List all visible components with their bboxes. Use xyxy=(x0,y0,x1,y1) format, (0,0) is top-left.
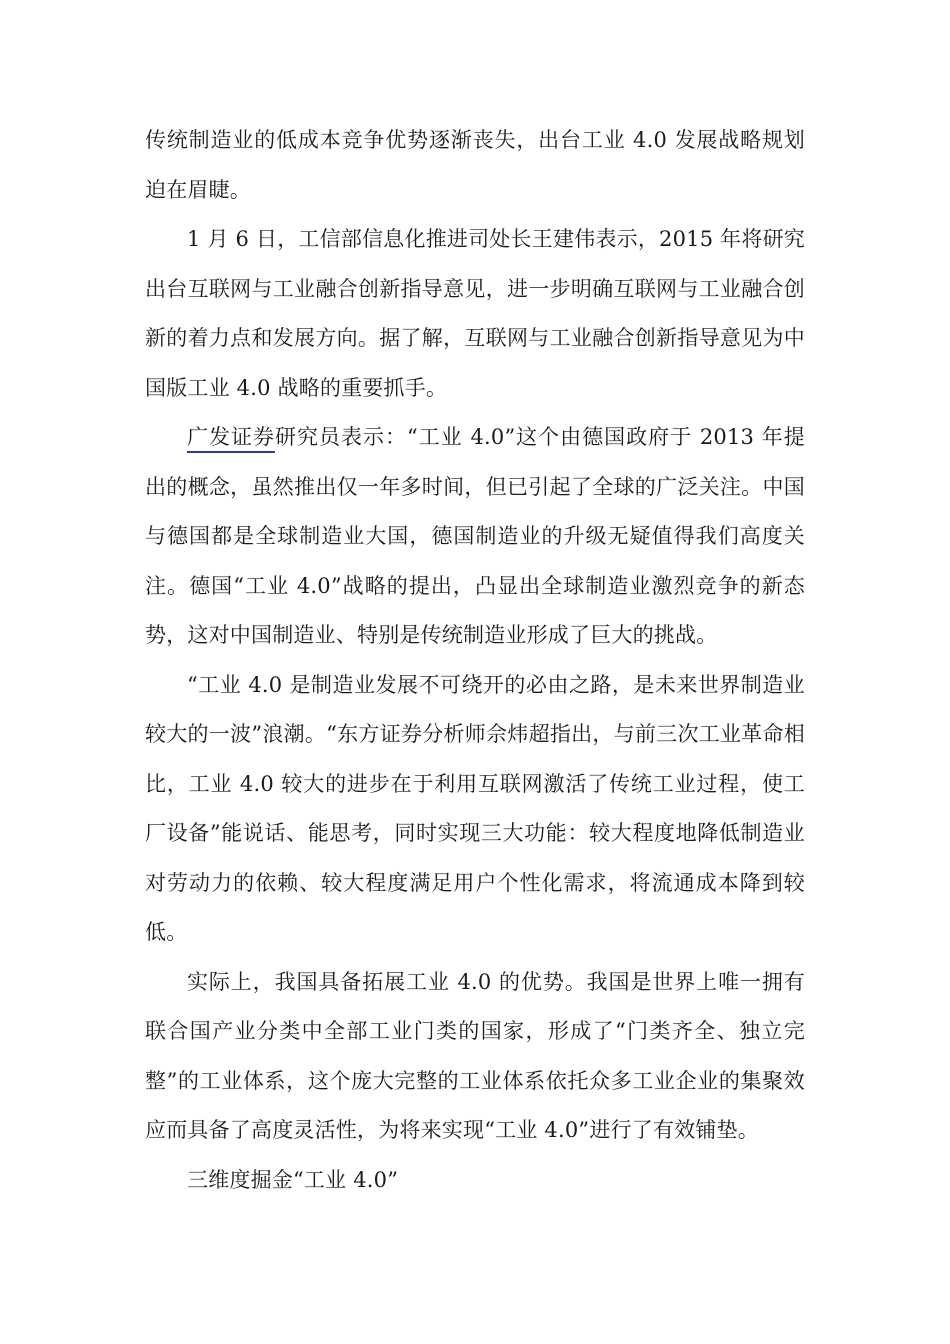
section-heading: 三维度掘金“工业 4.0” xyxy=(187,1167,399,1192)
paragraph-3-text: 研究员表示：“工业 4.0”这个由德国政府于 2013 年提出的概念，虽然推出仅一年多时间，但已引起了全球的广泛关注。中国与德国都是全球制造业大国，德国制造业的升级无疑值得我们高度关注。德国“工业 4.0”战略的提出，凸显出全球制造业激烈竞争的新态势，这对中国制造业、特别是传统制造业形成了巨大的挑战。 xyxy=(145,425,805,647)
paragraph-5: 实际上，我国具备拓展工业 4.0 的优势。我国是世界上唯一拥有联合国产业分类中全部工业门类的国家，形成了“门类齐全、独立完整”的工业体系，这个庞大完整的工业体系依托众多工业企业的集聚效应而具备了高度灵活性，为将来实现“工业 4.0”进行了有效铺垫。 xyxy=(145,969,805,1142)
paragraph-2: 1 月 6 日，工信部信息化推进司处长王建伟表示，2015 年将研究出台互联网与工业融合创新指导意见，进一步明确互联网与工业融合创新的着力点和发展方向。据了解，互联网与工业融合创新指导意见为中国版工业 4.0 战略的重要抓手。 xyxy=(145,227,805,400)
guangfa-securities-link[interactable]: 广发证券 xyxy=(187,425,275,453)
document-body xyxy=(145,116,805,1205)
paragraph-3 xyxy=(145,413,805,661)
paragraph-4: “工业 4.0 是制造业发展不可绕开的必由之路，是未来世界制造业较大的一波”浪潮。“东方证券分析师佘炜超指出，与前三次工业革命相比，工业 4.0 较大的进步在于利用互联网激活了传统工业过程，使工厂设备”能说话、能思考，同时实现三大功能：较大程度地降低制造业对劳动力的依赖、较大程度满足用户个性化需求，将流通成本降到较低。 xyxy=(145,672,805,944)
paragraph-1: 传统制造业的低成本竞争优势逐渐丧失，出台工业 4.0 发展战略规划迫在眉睫。 xyxy=(145,128,805,202)
